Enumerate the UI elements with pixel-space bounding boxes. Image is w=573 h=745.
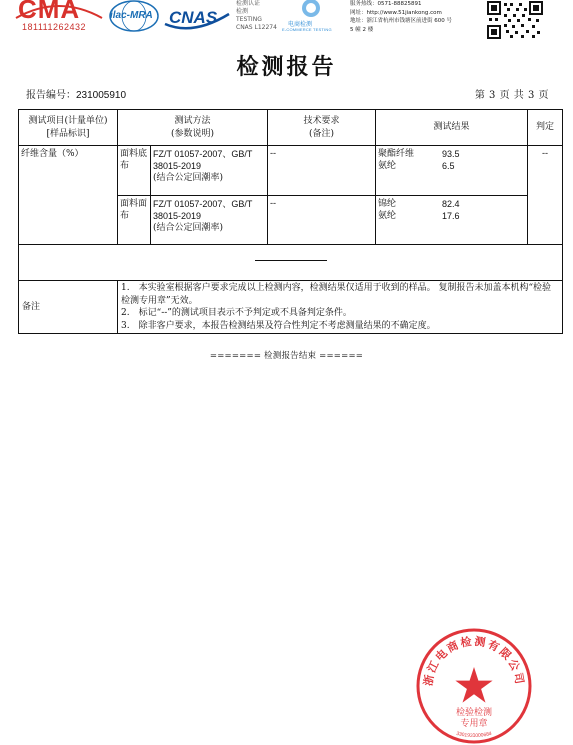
- blank-divider-row: [19, 245, 563, 281]
- header-test-item-line2: [样品标识]: [46, 128, 90, 139]
- seal-org-name: 浙江电商检测有限公司: [421, 634, 527, 687]
- divider-line: [255, 260, 327, 261]
- cnas-logo: [163, 0, 231, 36]
- contact-info: [350, 0, 480, 34]
- note-item: 1. 本实验室根据客户要求完成以上检测内容，检测结果仅适用于收到的样品。 复制报告未加盖本机构“检验检测专用章”无效。: [121, 283, 552, 306]
- header-judgement: 判定: [528, 110, 563, 146]
- test-result: [376, 146, 528, 196]
- cnas-text: CNAS: [169, 8, 218, 27]
- notes-content: [118, 281, 563, 334]
- blank-cell: [19, 245, 563, 281]
- header-test-method-line1: 测试方法: [174, 115, 211, 126]
- cma-logo: [14, 0, 104, 36]
- ilac-mra-logo: [108, 0, 160, 34]
- header-requirement: [268, 110, 376, 146]
- ec-logo-text: 电商检测: [288, 21, 313, 28]
- test-method: [151, 146, 268, 196]
- report-end-marker: ======= 检测报告结束 ======: [209, 351, 364, 361]
- fiber-percent: 93.5: [442, 149, 460, 159]
- cert-line: CNAS L12274: [236, 24, 277, 31]
- fiber-name: 氨纶: [378, 161, 397, 171]
- header-requirement-line2: (备注): [308, 128, 335, 139]
- technical-requirement: --: [268, 146, 376, 196]
- fiber-name: 聚酯纤维: [378, 149, 415, 159]
- ilac-mra-text: ilac-MRA: [110, 10, 153, 21]
- test-result: [376, 196, 528, 245]
- test-item-name: 纤维含量（%）: [19, 146, 118, 245]
- header-test-item-line1: 测试项目(计量单位): [28, 115, 108, 126]
- method-note: (结合公定回潮率): [153, 223, 224, 233]
- report-number: [26, 86, 126, 101]
- note-item: 3. 除非客户要求，本报告检测结果及符合性判定不考虑测量结果的不确定度。: [121, 320, 436, 331]
- result-line: [378, 148, 525, 160]
- seal-number: 3301931000684: [455, 730, 493, 739]
- report-title: 检测报告: [236, 54, 337, 80]
- cert-line: 检测认证: [236, 0, 261, 7]
- method-note: (结合公定回潮率): [153, 173, 224, 183]
- qr-code-icon[interactable]: [486, 0, 544, 40]
- fiber-name: 氨纶: [378, 211, 397, 221]
- accreditation-text-block: [236, 0, 288, 36]
- result-line: [378, 160, 525, 172]
- cma-number: 181111262432: [22, 22, 87, 32]
- contact-line: 网址：http://www.51jiankong.com: [350, 9, 442, 16]
- contact-line: 5 幢 2 楼: [350, 26, 374, 33]
- ecommerce-testing-logo: [282, 0, 340, 38]
- notes-label: 备注: [19, 281, 118, 334]
- table-row: [19, 146, 563, 196]
- header-test-method: [118, 110, 268, 146]
- report-number-label: 报告编号：: [26, 90, 76, 101]
- ec-logo-subtext: E-COMMERCE TESTING: [282, 27, 332, 32]
- technical-requirement: --: [268, 196, 376, 245]
- test-results-table: [18, 109, 563, 334]
- cert-line: TESTING: [236, 16, 262, 23]
- seal-purpose-line2: 专用章: [460, 719, 488, 729]
- judgement: --: [528, 146, 563, 245]
- result-line: [378, 198, 525, 210]
- fiber-percent: 17.6: [442, 211, 460, 221]
- method-standard: FZ/T 01057-2007、GB/T 38015-2019: [153, 199, 253, 221]
- sample-part: 面料面布: [118, 196, 151, 245]
- note-item: 2. 标记“--”的测试项目表示不予判定或不具备判定条件。: [121, 308, 352, 318]
- header-requirement-line1: 技术要求: [303, 115, 340, 126]
- report-number-value: 231005910: [76, 90, 127, 101]
- contact-line: 地址：浙江省杭州市钱塘区前进街 600 号: [350, 18, 452, 24]
- header-test-item: [19, 110, 118, 146]
- fiber-name: 锦纶: [378, 199, 397, 209]
- seal-purpose-line1: 检验检测: [455, 708, 493, 718]
- fiber-percent: 82.4: [442, 199, 460, 209]
- sample-part: 面料底布: [118, 146, 151, 196]
- fiber-percent: 6.5: [442, 161, 455, 171]
- official-seal-stamp: [415, 627, 533, 745]
- cert-line: 检测: [236, 8, 249, 15]
- test-method: [151, 196, 268, 245]
- header-result: 测试结果: [376, 110, 528, 146]
- result-line: [378, 210, 525, 222]
- notes-row: [19, 281, 563, 334]
- cma-logo-text: CMA: [18, 0, 81, 24]
- table-header-row: [19, 110, 563, 146]
- method-standard: FZ/T 01057-2007、GB/T 38015-2019: [153, 149, 253, 171]
- contact-line: 服务热线：0571-88825891: [350, 1, 422, 7]
- header-test-method-line2: (参数说明): [170, 128, 215, 139]
- seal-star-icon: [455, 667, 492, 703]
- page-indicator: 第 3 页 共 3 页: [474, 90, 549, 101]
- svg-text:3301931000684: [456, 731, 493, 739]
